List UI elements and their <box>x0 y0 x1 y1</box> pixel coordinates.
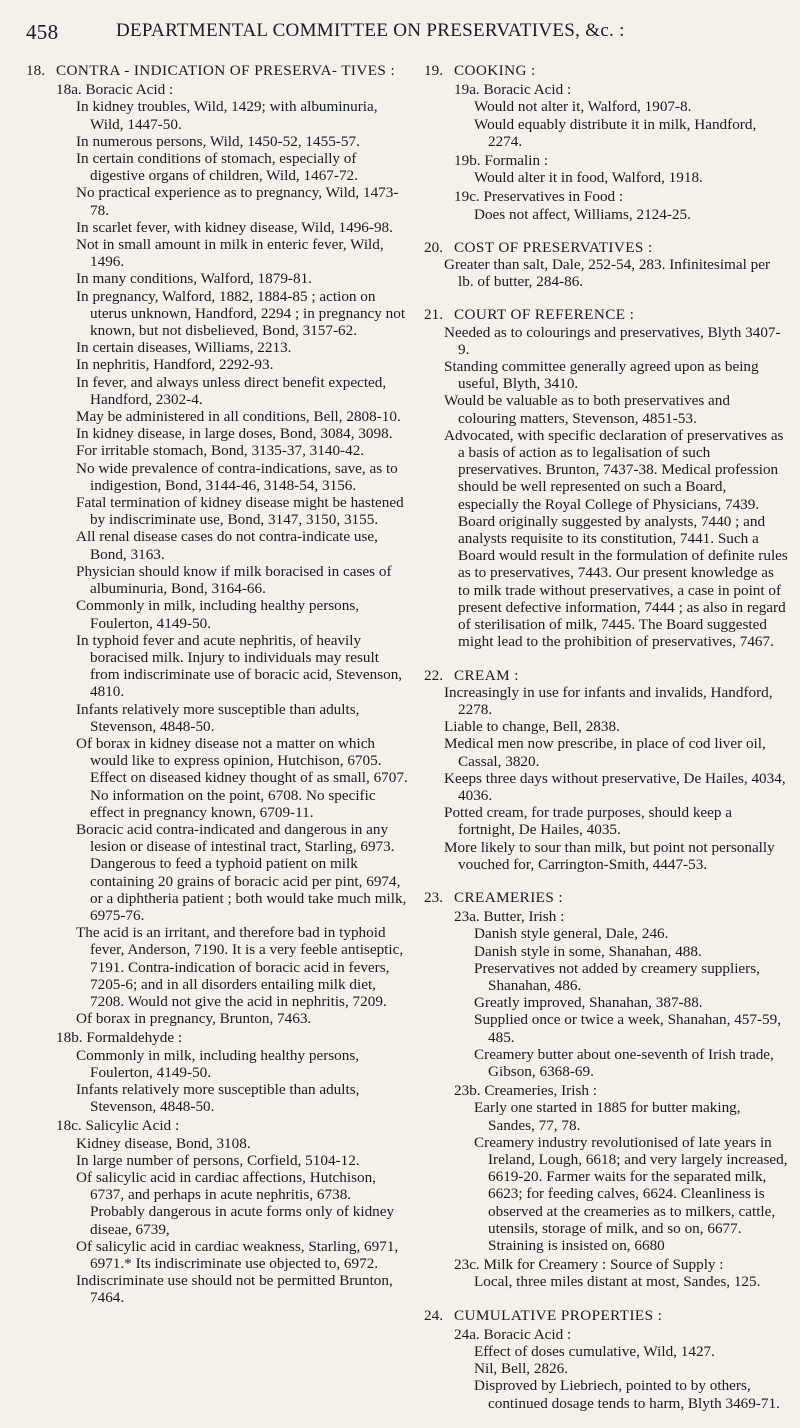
index-entry: In numerous persons, Wild, 1450-52, 1455-57. <box>76 132 360 150</box>
index-entry: Would be valuable as to both preservatives and colouring matters, Stevenson, 4851-53. <box>444 392 730 427</box>
subsection-label: 19a. Boracic Acid : <box>454 81 572 99</box>
index-entry: May be administered in all conditions, Bell, 2808-10. <box>76 408 401 426</box>
entry-list <box>474 169 788 186</box>
index-entry: All renal disease cases do not contra-indicate use, Bond, 3163. <box>76 528 378 563</box>
index-entry: Disproved by Liebriech, pointed to by others, continued dosage tends to harm, Blyth 3469-71. <box>474 1377 780 1412</box>
entry-list <box>474 1273 788 1290</box>
index-entry: Danish style general, Dale, 246. <box>474 925 669 943</box>
entry-list <box>474 1343 788 1412</box>
index-entry: For irritable stomach, Bond, 3135-37, 3140-42. <box>76 442 365 460</box>
subsection-label: 18b. Formaldehyde : <box>56 1029 183 1047</box>
index-entry: In pregnancy, Walford, 1882, 1884-85 ; action on uterus unknown, Handford, 2294 ; in pregnancy not known, but not disbelieved, Bond, 3157-62. <box>76 287 406 340</box>
subsection <box>454 1256 788 1290</box>
running-title: DEPARTMENTAL COMMITTEE ON PRESERVATIVES, &c. : <box>116 20 625 41</box>
section-title: COURT OF REFERENCE : <box>454 306 635 324</box>
index-entry: In nephritis, Handford, 2292-93. <box>76 356 274 374</box>
section-number: 18. <box>26 62 45 79</box>
section-title: CREAM : <box>454 666 519 684</box>
subsection <box>454 81 788 150</box>
index-entry: Creamery butter about one-seventh of Irish trade, Gibson, 6368-69. <box>474 1045 774 1080</box>
index-entry: Nil, Bell, 2826. <box>474 1360 569 1378</box>
index-entry: Infants relatively more susceptible than adults, Stevenson, 4848-50. <box>76 1080 360 1116</box>
subsection <box>454 1082 788 1254</box>
index-entry: Greater than salt, Dale, 252-54, 283. Infinitesimal per lb. of butter, 284-86. <box>444 256 771 291</box>
index-entry: Creamery industry revolutionised of late years in Ireland, Lough, 6618; and very largely increased, 6619-20. Farmer waits for the separated milk, 6623; for feeding calves, 6624. Cleanliness is observed at the creameries as to milkers, cattle, utensils, storage of milk, and so on, 6677. Straining is insisted on, 6680 <box>474 1133 788 1254</box>
page-number: 458 <box>26 20 59 44</box>
section-number: 20. <box>424 238 443 256</box>
index-entry: Increasingly in use for infants and invalids, Handford, 2278. <box>444 683 773 718</box>
index-section <box>424 62 788 223</box>
index-entry: Would equably distribute it in milk, Handford, 2274. <box>474 115 757 150</box>
entry-list <box>474 206 788 223</box>
index-entry: Of borax in pregnancy, Brunton, 7463. <box>76 1010 312 1028</box>
index-entry: Fatal termination of kidney disease might be hastened by indiscriminate use, Bond, 3147, 3150, 3155. <box>76 494 404 529</box>
index-entry: Preservatives not added by creamery suppliers, Shanahan, 486. <box>474 959 760 994</box>
index-entry: Needed as to colourings and preservatives, Blyth 3407-9. <box>444 323 781 358</box>
index-section <box>424 239 788 291</box>
index-entry: Indiscriminate use should not be permitted Brunton, 7464. <box>76 1272 393 1307</box>
subsection <box>454 1326 788 1412</box>
index-entry: Commonly in milk, including healthy persons, Foulerton, 4149-50. <box>76 597 360 632</box>
index-entry: Of borax in kidney disease not a matter on which would like to express opinion, Hutchison, 6705. Effect on diseased kidney thought of as small, 6707. No information on the point, 6708. No specific effect in pregnancy known, 6709-11. <box>76 734 408 821</box>
index-section <box>26 62 408 1307</box>
index-entry: Greatly improved, Shanahan, 387-88. <box>474 994 703 1012</box>
section-gap <box>424 1418 788 1428</box>
page-header <box>26 20 786 46</box>
section-gap <box>424 296 788 306</box>
subsection <box>56 1029 408 1115</box>
subsection-label: 23c. Milk for Creamery : Source of Supply : <box>454 1256 724 1274</box>
index-entry: In kidney disease, in large doses, Bond, 3084, 3098. <box>76 425 393 443</box>
section-number: 22. <box>424 666 443 684</box>
subsection-label: 24a. Boracic Acid : <box>454 1325 572 1343</box>
index-section <box>424 1307 788 1412</box>
index-entry: In fever, and always unless direct benefit expected, Handford, 2302-4. <box>76 373 387 408</box>
index-entry: Infants relatively more susceptible than adults, Stevenson, 4848-50. <box>76 700 360 735</box>
index-entry: Does not affect, Williams, 2124-25. <box>474 205 691 223</box>
section-title: CONTRA - INDICATION OF PRESERVA- TIVES : <box>56 62 396 79</box>
subsection-label: 23b. Creameries, Irish : <box>454 1082 597 1100</box>
subsection-label: 18c. Salicylic Acid : <box>56 1117 180 1135</box>
index-entry: Commonly in milk, including healthy persons, Foulerton, 4149-50. <box>76 1046 360 1081</box>
index-entry: Early one started in 1885 for butter making, Sandes, 77, 78. <box>474 1099 741 1134</box>
index-entry: In certain diseases, Williams, 2213. <box>76 339 292 357</box>
index-entry: Potted cream, for trade purposes, should keep a fortnight, De Hailes, 4035. <box>444 804 733 839</box>
subsection-label: 18a. Boracic Acid : <box>56 81 174 99</box>
index-entry: Keeps three days without preservative, De Hailes, 4034, 4036. <box>444 769 786 804</box>
section-gap <box>424 1297 788 1307</box>
index-entry: In many conditions, Walford, 1879-81. <box>76 270 312 288</box>
index-entry: Supplied once or twice a week, Shanahan, 457-59, 485. <box>474 1011 782 1046</box>
entry-list <box>474 925 788 1080</box>
index-entry: Of salicylic acid in cardiac weakness, Starling, 6971, 6971.* Its indiscriminate use objected to, 6972. <box>76 1237 399 1273</box>
entry-list <box>76 98 408 1027</box>
subsection <box>454 188 788 222</box>
index-section <box>424 889 788 1291</box>
subsection-label: 19b. Formalin : <box>454 152 549 170</box>
section-gap <box>424 657 788 667</box>
right-column <box>424 62 788 1428</box>
section-gap <box>26 1313 408 1323</box>
entry-list <box>444 324 788 651</box>
section-gap <box>424 229 788 239</box>
section-gap <box>424 879 788 889</box>
section-title: CREAMERIES : <box>454 888 564 906</box>
index-entry: Local, three miles distant at most, Sandes, 125. <box>474 1273 761 1291</box>
subsection <box>56 81 408 1027</box>
index-entry: Not in small amount in milk in enteric fever, Wild, 1496. <box>76 236 384 271</box>
index-entry: In certain conditions of stomach, especially of digestive organs of children, Wild, 1467-72. <box>76 150 358 185</box>
entry-list <box>76 1047 408 1116</box>
entry-list <box>474 98 788 150</box>
index-entry: The acid is an irritant, and therefore bad in typhoid fever, Anderson, 7190. It is a very feeble antiseptic, 7191. Contra-indication of boracic acid in fevers, 7205-6; and in all disorders entailing milk diet, 7208. Would not give the acid in nephritis, 7209. <box>76 924 404 1010</box>
entry-list <box>474 1099 788 1254</box>
index-entry: Of salicylic acid in cardiac affections, Hutchison, 6737, and perhaps in acute nephritis, 6738. Probably dangerous in acute forms only of kidney diseae, 6739, <box>76 1169 395 1238</box>
index-entry: Advocated, with specific declaration of preservatives as a basis of action as to legalisation of such preservatives. Brunton, 7437-38. Medical profession should be well represented on such a Board, especially the Royal College of Physicians, 7439. Board originally suggested by analysts, 7440 ; and analysts requisite to its constitution, 7441. Such a Board would result in the formulation of definite rules as to preservatives, 7443. Our present knowledge as to milk trade without preservatives, a case in point of present defective information, 7444 ; as also in regard of sterilisation of milk, 7445. The Board suggested might lead to the prohibition of preservatives, 7467. <box>444 426 788 651</box>
index-entry: Danish style in some, Shanahan, 488. <box>474 942 702 960</box>
subsection <box>56 1117 408 1306</box>
section-number: 24. <box>424 1306 443 1324</box>
index-section <box>424 667 788 873</box>
section-number: 21. <box>424 306 443 324</box>
index-entry: Would not alter it, Walford, 1907-8. <box>474 98 692 116</box>
index-entry: Physician should know if milk boracised in cases of albuminuria, Bond, 3164-66. <box>76 562 392 598</box>
index-entry: No wide prevalence of contra-indications, save, as to indigestion, Bond, 3144-46, 3148-54, 3156. <box>76 459 398 494</box>
section-title: CUMULATIVE PROPERTIES : <box>454 1306 663 1324</box>
subsection-label: 23a. Butter, Irish : <box>454 908 565 926</box>
index-entry: Standing committee generally agreed upon as being useful, Blyth, 3410. <box>444 358 759 393</box>
section-number: 19. <box>424 62 443 79</box>
section-title: COOKING : <box>454 62 536 79</box>
index-section <box>424 306 788 650</box>
index-entry: In large number of persons, Corfield, 5104-12. <box>76 1151 360 1169</box>
index-entry: Medical men now prescribe, in place of cod liver oil, Cassal, 3820. <box>444 735 766 770</box>
entry-list <box>76 1135 408 1307</box>
index-entry: Boracic acid contra-indicated and dangerous in any lesion or disease of intestinal tract, Starling, 6973. Dangerous to feed a typhoid patient on milk containing 20 grains of boracic acid per pint, 6974, or a diphtheria patient ; both would take much milk, 6975-76. <box>76 820 407 924</box>
index-entry: In typhoid fever and acute nephritis, of heavily boracised milk. Injury to individuals may result from indiscriminate use of boracic acid, Stevenson, 4810. <box>76 631 403 701</box>
entry-list <box>444 256 788 290</box>
left-column <box>26 62 408 1323</box>
subsection <box>454 152 788 186</box>
subsection-label: 19c. Preservatives in Food : <box>454 188 624 206</box>
index-entry: Would alter it in food, Walford, 1918. <box>474 169 703 187</box>
index-entry: Liable to change, Bell, 2838. <box>444 718 620 736</box>
section-number: 23. <box>424 888 443 906</box>
index-entry: Effect of doses cumulative, Wild, 1427. <box>474 1343 715 1361</box>
section-title: COST OF PRESERVATIVES : <box>454 238 653 256</box>
subsection <box>454 908 788 1080</box>
index-entry: No practical experience as to pregnancy, Wild, 1473-78. <box>76 184 399 219</box>
index-entry: More likely to sour than milk, but point not personally vouched for, Carrington-Smith, 4447-53. <box>444 838 775 873</box>
index-entry: In scarlet fever, with kidney disease, Wild, 1496-98. <box>76 218 393 236</box>
index-entry: In kidney troubles, Wild, 1429; with albuminuria, Wild, 1447-50. <box>76 98 378 133</box>
entry-list <box>444 684 788 873</box>
index-entry: Kidney disease, Bond, 3108. <box>76 1134 251 1152</box>
